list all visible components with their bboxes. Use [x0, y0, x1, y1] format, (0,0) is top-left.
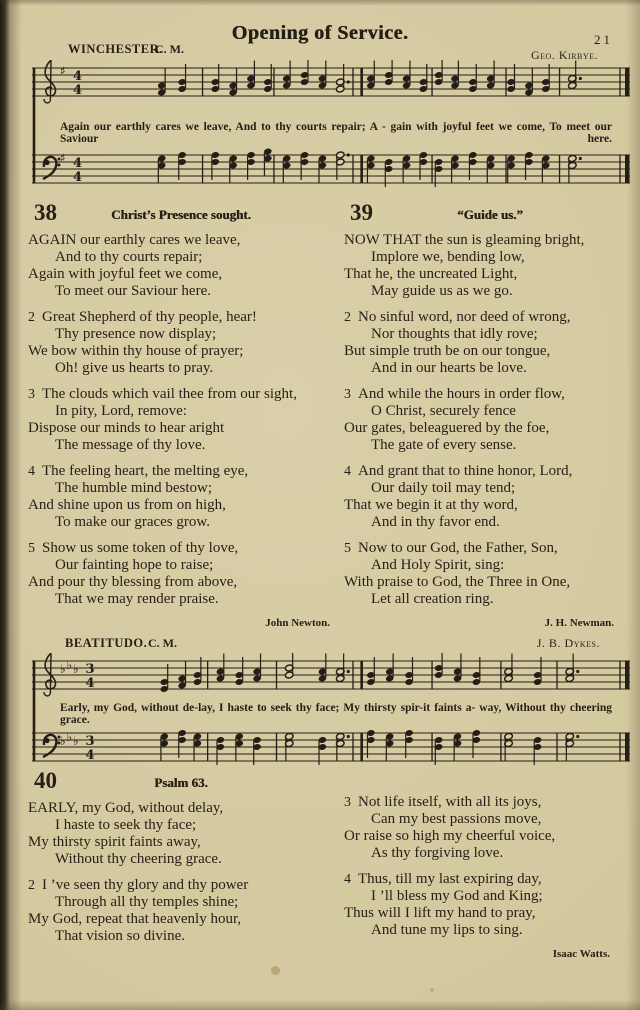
verse-line — [28, 283, 334, 300]
verse-text: That we begin it at thy word, — [344, 497, 518, 513]
verse-line — [28, 403, 334, 420]
verse-line — [344, 386, 636, 403]
hymn-verses — [28, 800, 334, 945]
verse-text: Nor thoughts that idly rove; — [371, 326, 538, 342]
verse-line — [344, 403, 636, 420]
verse-text: That he, the uncreated Light, — [344, 266, 518, 282]
verse-number: 5 — [28, 541, 35, 556]
verse-number: 2 — [28, 878, 35, 893]
verse-line — [28, 232, 334, 249]
verse-number: 5 — [344, 541, 351, 556]
verse-line — [344, 888, 636, 905]
verse-line — [344, 437, 636, 454]
hymn-title: Psalm 63. — [154, 775, 208, 790]
running-header: Opening of Service. — [231, 22, 409, 44]
svg-text:4: 4 — [85, 676, 95, 691]
hymn-number: 40 — [34, 768, 57, 793]
verse-line — [344, 497, 636, 514]
verse-text: But simple truth be on our tongue, — [344, 343, 551, 359]
verse-text: And tune my lips to sing. — [371, 922, 523, 938]
verse-number: 4 — [344, 464, 351, 479]
verse-text: As thy forgiving love. — [371, 845, 504, 861]
verse-text: NOW THAT the sun is gleaming bright, — [344, 232, 585, 248]
verse-line — [28, 463, 334, 480]
verse-line — [344, 828, 636, 845]
verse-text: O Christ, securely fence — [371, 403, 516, 419]
verse-line — [28, 851, 334, 868]
verse-line — [344, 811, 636, 828]
verse — [28, 540, 334, 608]
verse-text: Dispose our minds to hear aright — [28, 420, 225, 436]
verse-text: And in our hearts be love. — [371, 360, 527, 376]
verse-text: And while the hours in order flow, — [358, 386, 565, 402]
verse-line — [344, 463, 636, 480]
tune2-meter: C. M. — [148, 636, 177, 650]
verse — [344, 871, 636, 939]
verse — [344, 386, 636, 454]
verse-text: May guide us as we go. — [371, 283, 513, 299]
hymn-author: J. H. Newman. — [544, 617, 614, 629]
tune1-meter: C. M. — [155, 42, 184, 56]
tune2-composer: J. B. Dykes. — [536, 636, 600, 650]
verse-line — [28, 894, 334, 911]
svg-text:4: 4 — [73, 83, 83, 98]
verse — [344, 540, 636, 608]
verse-text: EARLY, my God, without delay, — [28, 800, 224, 816]
verse-line — [344, 283, 636, 300]
svg-text:3: 3 — [85, 734, 95, 749]
verse-text: With praise to God, the Three in One, — [344, 574, 571, 590]
page-gutter-shadow — [0, 0, 22, 1010]
hymn-number: 38 — [34, 200, 57, 225]
verse-text: The clouds which vail thee from our sight, — [42, 386, 297, 402]
page-edge-shadow-bottom — [0, 1000, 640, 1010]
verse-text: Let all creation ring. — [371, 591, 494, 607]
verse-text: Without thy cheering grace. — [55, 851, 222, 867]
tune1-composer: Geo. Kirbye. — [531, 48, 598, 62]
verse-text: Thus will I lift my hand to pray, — [344, 905, 536, 921]
verse — [344, 463, 636, 531]
verse-line — [344, 309, 636, 326]
verse-text: Implore we, bending low, — [371, 249, 525, 265]
verse-text: Or raise so high my cheerful voice, — [344, 828, 556, 844]
verse-line — [344, 574, 636, 591]
svg-text:4: 4 — [85, 748, 95, 763]
page-number: 21 — [594, 32, 613, 47]
hymn-verses — [28, 232, 334, 608]
svg-text:3: 3 — [85, 662, 95, 677]
verse-line — [344, 845, 636, 862]
foxing-spot — [271, 966, 280, 975]
hymn-38 — [28, 200, 334, 629]
svg-text:♭: ♭ — [66, 730, 73, 744]
svg-text:4: 4 — [73, 156, 83, 171]
verse — [28, 386, 334, 454]
verse-text: AGAIN our earthly cares we leave, — [28, 232, 241, 248]
svg-text:♭: ♭ — [73, 662, 79, 676]
verse-text: To make our graces grow. — [55, 514, 211, 530]
verse-text: And in thy favor end. — [371, 514, 500, 530]
verse — [28, 800, 334, 868]
verse — [344, 309, 636, 377]
verse-text: The gate of every sense. — [371, 437, 517, 453]
hymn-author: Isaac Watts. — [552, 948, 610, 960]
verse-text: I ’ll bless my God and King; — [371, 888, 543, 904]
verse-text: I ’ve seen thy glory and thy power — [42, 877, 249, 893]
page-edge-shadow-top — [0, 0, 640, 6]
verse-line — [28, 557, 334, 574]
verse-text: To meet our Saviour here. — [55, 283, 211, 299]
verse-line — [344, 266, 636, 283]
verse-text: And grant that to thine honor, Lord, — [358, 463, 573, 479]
verse-line — [344, 249, 636, 266]
verse-line — [28, 437, 334, 454]
verse-line — [344, 232, 636, 249]
foxing-spot — [430, 988, 434, 992]
verse-line — [28, 540, 334, 557]
verse-number: 3 — [28, 387, 35, 402]
hymn-title: “Guide us.” — [457, 207, 523, 222]
verse-text: Oh! give us hearts to pray. — [55, 360, 214, 376]
verse-line — [28, 480, 334, 497]
verse-line — [28, 877, 334, 894]
verse-line — [28, 834, 334, 851]
verse-text: And Holy Spirit, sing: — [371, 557, 505, 573]
svg-text:♯: ♯ — [60, 151, 66, 165]
verse-text: And pour thy blessing from above, — [28, 574, 238, 590]
verse-text: Our fainting hope to raise; — [55, 557, 214, 573]
verse-text: The humble mind bestow; — [55, 480, 213, 496]
verse-line — [344, 343, 636, 360]
verse-line — [344, 360, 636, 377]
verse — [28, 309, 334, 377]
verse-line — [28, 420, 334, 437]
verse — [344, 794, 636, 862]
verse-text: Thy presence now display; — [55, 326, 217, 342]
verse-number: 2 — [28, 310, 35, 325]
verse-line — [28, 386, 334, 403]
svg-text:4: 4 — [73, 170, 83, 185]
verse-line — [344, 540, 636, 557]
verse-line — [28, 800, 334, 817]
verse-text: Great Shepherd of thy people, hear! — [42, 309, 257, 325]
verse-text: No sinful word, nor deed of wrong, — [358, 309, 571, 325]
verse-line — [344, 480, 636, 497]
hymn-39 — [344, 200, 636, 629]
verse-text: That we may render praise. — [55, 591, 219, 607]
verse-line — [344, 794, 636, 811]
svg-text:♭: ♭ — [66, 658, 73, 672]
verse-line — [28, 309, 334, 326]
music-lyric-line-1: Again our earthly cares we leave, And to thy courts repair; A - gain with joyful feet we come, To meet our Saviour here. — [60, 121, 612, 145]
verse — [28, 232, 334, 300]
verse-text: Now to our God, the Father, Son, — [358, 540, 558, 556]
verse-line — [28, 514, 334, 531]
verse-text: The feeling heart, the melting eye, — [42, 463, 249, 479]
verse-text: And shine upon us from on high, — [28, 497, 226, 513]
verse — [344, 232, 636, 300]
verse-line — [28, 343, 334, 360]
svg-text:♭: ♭ — [73, 734, 79, 748]
verse-text: In pity, Lord, remove: — [55, 403, 187, 419]
verse-text: My thirsty spirit faints away, — [28, 834, 201, 850]
verse-text: Thus, till my last expiring day, — [358, 871, 542, 887]
verse-text: That vision so divine. — [55, 928, 185, 944]
verse-line — [28, 326, 334, 343]
verse-number: 4 — [28, 464, 35, 479]
verse-line — [28, 591, 334, 608]
hymn-title: Christ’s Presence sought. — [111, 207, 251, 222]
tune2-name: BEATITUDO. — [65, 636, 148, 650]
verse-line — [344, 420, 636, 437]
verse-line — [344, 326, 636, 343]
verse-line — [28, 497, 334, 514]
verse-text: The message of thy love. — [55, 437, 206, 453]
verse-line — [344, 557, 636, 574]
verse — [28, 463, 334, 531]
svg-text:♭: ♭ — [60, 662, 66, 676]
verse-number: 3 — [344, 387, 351, 402]
svg-text:♯: ♯ — [60, 64, 66, 78]
verse — [28, 877, 334, 945]
verse-text: We bow within thy house of prayer; — [28, 343, 244, 359]
verse-line — [28, 911, 334, 928]
verse-line — [344, 922, 636, 939]
verse-number: 2 — [344, 310, 351, 325]
verse-text: Our gates, beleaguered by the foe, — [344, 420, 550, 436]
hymn-number: 39 — [350, 200, 373, 225]
svg-text:♭: ♭ — [60, 734, 66, 748]
hymn-verses — [344, 794, 636, 939]
verse-text: Again with joyful feet we come, — [28, 266, 223, 282]
verse-line — [344, 591, 636, 608]
verse-line — [344, 514, 636, 531]
verse-line — [28, 266, 334, 283]
verse-line — [28, 817, 334, 834]
verse-line — [344, 905, 636, 922]
verse-number: 3 — [344, 795, 351, 810]
verse-line — [28, 249, 334, 266]
tune1-name: WINCHESTER. — [68, 42, 163, 56]
verse-text: Can my best passions move, — [371, 811, 542, 827]
verse-line — [28, 928, 334, 945]
hymn-40 — [28, 768, 334, 954]
verse-line — [28, 360, 334, 377]
hymn-40-continued — [344, 790, 636, 960]
verse-line — [344, 871, 636, 888]
verse-text: Show us some token of thy love, — [42, 540, 239, 556]
verse-number: 4 — [344, 872, 351, 887]
verse-text: Our daily toil may tend; — [371, 480, 516, 496]
verse-text: My God, repeat that heavenly hour, — [28, 911, 242, 927]
verse-text: And to thy courts repair; — [55, 249, 203, 265]
svg-text:4: 4 — [73, 69, 83, 84]
hymn-verses — [344, 232, 636, 608]
music-lyric-line-2: Early, my God, without de-lay, I haste to seek thy face; My thirsty spir-it faints a- way, Without thy cheering grace. — [60, 702, 612, 726]
verse-text: Through all thy temples shine; — [55, 894, 239, 910]
verse-text: Not life itself, with all its joys, — [358, 794, 542, 810]
hymn-author: John Newton. — [265, 617, 330, 629]
verse-line — [28, 574, 334, 591]
verse-text: I haste to seek thy face; — [55, 817, 197, 833]
